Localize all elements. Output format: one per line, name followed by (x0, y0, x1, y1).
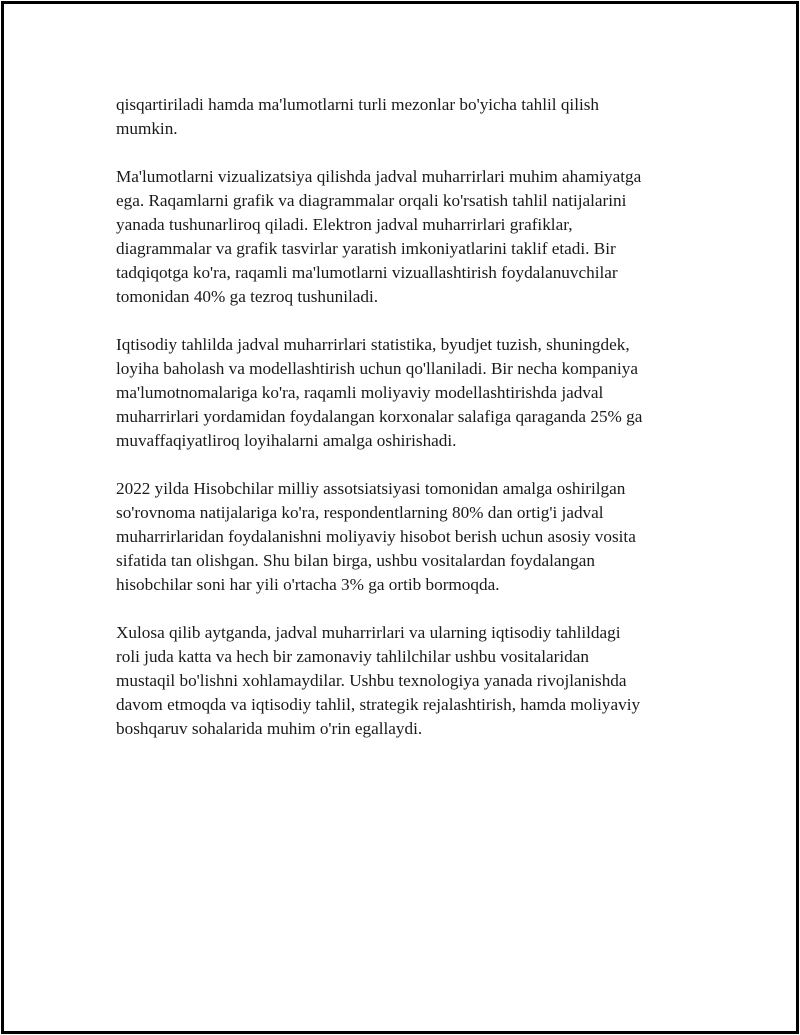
paragraph-line: muvaffaqiyatliroq loyihalarni amalga oshirishadi. (116, 431, 457, 450)
paragraph-line: Iqtisodiy tahlilda jadval muharrirlari statistika, byudjet tuzish, shuningdek, (116, 335, 630, 354)
paragraph-line: boshqaruv sohalarida muhim o'rin egallaydi. (116, 719, 423, 738)
paragraph-line: Xulosa qilib aytganda, jadval muharrirlari va ularning iqtisodiy tahlildagi (116, 623, 621, 642)
paragraph-line: so'rovnoma natijalariga ko'ra, respondentlarning 80% dan ortig'i jadval (116, 503, 604, 522)
paragraph-line: sifatida tan olishgan. Shu bilan birga, ushbu vositalardan foydalangan (116, 551, 595, 570)
paragraph-line: diagrammalar va grafik tasvirlar yaratish imkoniyatlarini taklif etadi. Bir (116, 239, 616, 258)
paragraph-line: loyiha baholash va modellashtirish uchun qo'llaniladi. Bir necha kompaniya (116, 359, 638, 378)
paragraph-5 (116, 621, 696, 741)
paragraph-line: yanada tushunarliroq qiladi. Elektron jadval muharrirlari grafiklar, (116, 215, 573, 234)
paragraph-line: tadqiqotga ko'ra, raqamli ma'lumotlarni vizuallashtirish foydalanuvchilar (116, 263, 618, 282)
paragraph-line: davom etmoqda va iqtisodiy tahlil, strategik rejalashtirish, hamda moliyaviy (116, 695, 641, 714)
paragraph-3 (116, 333, 696, 453)
paragraph-line: muharrirlaridan foydalanishni moliyaviy hisobot berish uchun asosiy vosita (116, 527, 636, 546)
paragraph-line: hisobchilar soni har yili o'rtacha 3% ga ortib bormoqda. (116, 575, 500, 594)
document-body (116, 93, 696, 765)
paragraph-line: mustaqil bo'lishni xohlamaydilar. Ushbu texnologiya yanada rivojlanishda (116, 671, 627, 690)
paragraph-line: roli juda katta va hech bir zamonaviy tahlilchilar ushbu vositalaridan (116, 647, 589, 666)
paragraph-line: muharrirlari yordamidan foydalangan korxonalar salafiga qaraganda 25% ga (116, 407, 643, 426)
paragraph-4 (116, 477, 696, 597)
paragraph-line: tomonidan 40% ga tezroq tushuniladi. (116, 287, 379, 306)
paragraph-line: ma'lumotnomalariga ko'ra, raqamli moliyaviy modellashtirishda jadval (116, 383, 604, 402)
paragraph-line: Ma'lumotlarni vizualizatsiya qilishda jadval muharrirlari muhim ahamiyatga (116, 167, 642, 186)
paragraph-line: qisqartiriladi hamda ma'lumotlarni turli mezonlar bo'yicha tahlil qilish (116, 95, 600, 114)
paragraph-line: ega. Raqamlarni grafik va diagrammalar orqali ko'rsatish tahlil natijalarini (116, 191, 627, 210)
paragraph-1 (116, 93, 696, 141)
paragraph-2 (116, 165, 696, 309)
paragraph-line: 2022 yilda Hisobchilar milliy assotsiatsiyasi tomonidan amalga oshirilgan (116, 479, 626, 498)
paragraph-line: mumkin. (116, 119, 178, 138)
